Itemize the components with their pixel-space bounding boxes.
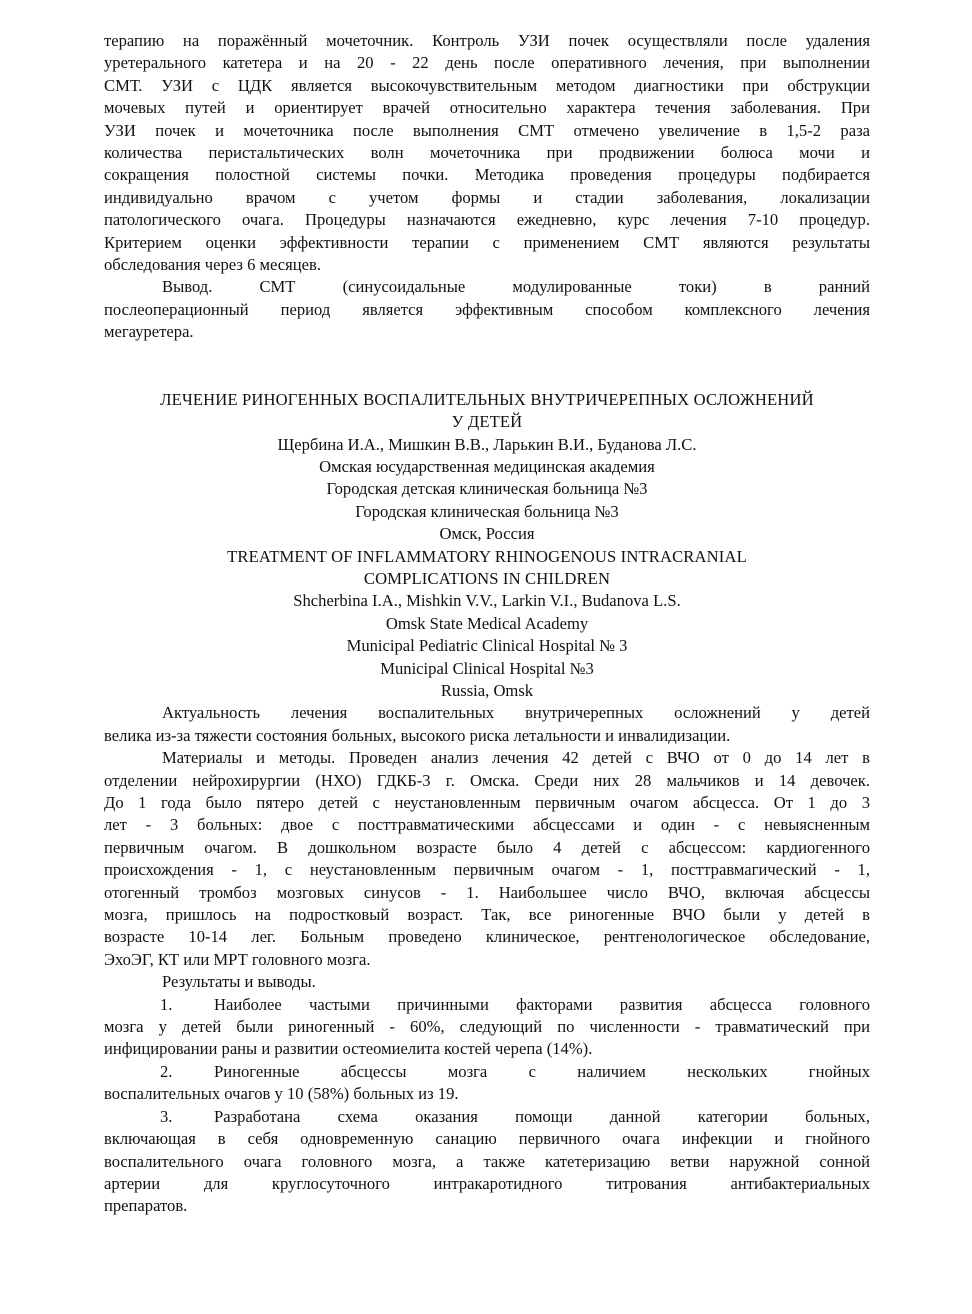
text-line: мозга, пришлось на подростковый возраст. Так, все риногенные ВЧО были у детей в bbox=[104, 905, 870, 925]
text-line: количества перистальтических волн мочеточника при продвижении болюса мочи и bbox=[104, 143, 870, 163]
text-line: Материалы и методы. Проведен анализ лечения 42 детей с ВЧО от 0 до 14 лет в bbox=[162, 748, 870, 768]
text-line: артерии для круглосуточного интракаротидного титрования антибактериальных bbox=[104, 1173, 870, 1193]
item-text: Наиболее частыми причинными факторами развития абсцесса головного bbox=[214, 994, 870, 1014]
text-line: индивидуально врачом с учетом формы и стадии заболевания, локализации bbox=[104, 187, 870, 207]
text-line: УЗИ почек и мочеточника после выполнения СМТ отмечено увеличение в 1,5-2 раза bbox=[104, 120, 870, 140]
text-line: ЭхоЭГ, КТ или МРТ головного мозга. bbox=[104, 949, 371, 969]
item-text: Риногенные абсцессы мозга с наличием нескольких гнойных bbox=[214, 1061, 870, 1081]
text-line: СМТ. УЗИ с ЦДК является высокочувствительным методом диагностики при обструкции bbox=[104, 75, 870, 95]
affiliation-en: Omsk State Medical Academy bbox=[385, 613, 589, 633]
text-line bbox=[104, 1106, 870, 1128]
article-title-en-cont: COMPLICATIONS IN CHILDREN bbox=[363, 568, 611, 588]
text-line: До 1 года было пятеро детей с неустановленным первичным очагом абсцесса. От 1 до 3 bbox=[104, 793, 870, 812]
text-line: послеоперационный период является эффективным способом комплексного лечения bbox=[104, 299, 870, 319]
text-line: Вывод. СМТ (синусоидальные модулированные токи) в ранний bbox=[162, 277, 870, 297]
results-list bbox=[104, 994, 870, 1218]
text-line: велика из-за тяжести состояния больных, высокого риска летальности и инвалидизации. bbox=[104, 725, 731, 745]
text-line: первичным очагом. В дошкольном возрасте было 4 детей с абсцессом: кардиогенного bbox=[104, 837, 870, 857]
text-line: препаратов. bbox=[104, 1196, 188, 1216]
list-item bbox=[104, 1106, 870, 1218]
text-line: терапию на поражённый мочеточник. Контроль УЗИ почек осуществляли после удаления bbox=[104, 31, 870, 50]
text-line: сокращения полостной системы почки. Методика проведения процедуры подбирается bbox=[104, 165, 870, 185]
list-item bbox=[104, 994, 870, 1061]
text-line: возрасте 10-14 лег. Больным проведено клиническое, рентгенологическое обследование, bbox=[104, 927, 870, 947]
text-line: патологического очага. Процедуры назначаются ежедневно, курс лечения 7-10 процедур. bbox=[104, 210, 870, 230]
text-line: воспалительных очагов у 10 (58%) больных из 19. bbox=[104, 1084, 459, 1104]
text-line: инфицировании раны и развитии остеомиелита костей черепа (14%). bbox=[104, 1039, 593, 1059]
text-line: лет - 3 больных: двое с посттравматическими абсцессами и один - с невыясненным bbox=[104, 815, 870, 835]
text-line: мочевых путей и ориентирует врачей относительно характера течения заболевания. При bbox=[104, 98, 870, 118]
text-line: воспалительного очага головного мозга, а также катетеризацию ветви наружной сонной bbox=[104, 1151, 870, 1171]
text-line: происхождения - 1, с неустановленным первичным очагом - 1, посттравмагический - 1, bbox=[104, 860, 870, 880]
text-line bbox=[104, 1061, 870, 1083]
item-number: 1. bbox=[160, 994, 173, 1014]
article-title-ru-cont: У ДЕТЕЙ bbox=[451, 412, 523, 432]
section-gap bbox=[104, 344, 870, 389]
conclusion-paragraph bbox=[104, 276, 870, 343]
item-number: 2. bbox=[160, 1061, 173, 1081]
affiliation-en: Municipal Pediatric Clinical Hospital № 3 bbox=[346, 636, 628, 656]
article-title-en: TREATMENT OF INFLAMMATORY RHINOGENOUS INTRACRANIAL bbox=[227, 546, 747, 566]
text-line: мозга у детей были риногенный - 60%, следующий по численности - травматический при bbox=[104, 1017, 870, 1037]
methods-paragraph bbox=[104, 747, 870, 971]
text-line: включающая в себя одновременную санацию первичного очага инфекции и гнойного bbox=[104, 1129, 870, 1149]
location-ru: Омск, Россия bbox=[439, 524, 535, 544]
text-line: отделении нейрохирургии (НХО) ГДКБ-3 г. Омска. Среди них 28 мальчиков и 14 девочек. bbox=[104, 770, 870, 790]
intro-paragraph bbox=[104, 30, 870, 276]
authors-ru: Щербина И.А., Мишкин В.В., Ларькин В.И., Буданова Л.С. bbox=[277, 434, 697, 454]
text-line: обследования через 6 месяцев. bbox=[104, 255, 322, 275]
relevance-paragraph bbox=[104, 702, 870, 747]
authors-en: Shcherbina I.A., Mishkin V.V., Larkin V.I., Budanova L.S. bbox=[293, 591, 681, 611]
text-line: отогенный тромбоз мозговых синусов - 1. Наибольшее число ВЧО, включая абсцессы bbox=[104, 882, 870, 902]
text-line: Актуальность лечения воспалительных внутричерепных осложнений у детей bbox=[162, 703, 870, 723]
affiliation-en: Municipal Clinical Hospital №3 bbox=[380, 658, 594, 678]
results-heading: Результаты и выводы. bbox=[162, 972, 316, 992]
location-en: Russia, Omsk bbox=[440, 680, 534, 700]
affiliation-ru: Городская клиническая больница №3 bbox=[355, 501, 619, 521]
list-item bbox=[104, 1061, 870, 1106]
article-header-en bbox=[104, 546, 870, 703]
affiliation-ru: Омская юсударственная медицинская академия bbox=[319, 456, 655, 476]
affiliation-ru: Городская детская клиническая больница №3 bbox=[326, 479, 648, 499]
item-number: 3. bbox=[160, 1106, 173, 1126]
article-header-ru bbox=[104, 389, 870, 546]
text-line: уретерального катетера и на 20 - 22 день после оперативного лечения, при выполнении bbox=[104, 53, 870, 73]
text-line bbox=[104, 994, 870, 1016]
item-text: Разработана схема оказания помощи данной категории больных, bbox=[214, 1106, 870, 1126]
text-line: мегауретера. bbox=[104, 322, 194, 342]
article-title-ru: ЛЕЧЕНИЕ РИНОГЕННЫХ ВОСПАЛИТЕЛЬНЫХ ВНУТРИЧЕРЕПНЫХ ОСЛОЖНЕНИЙ bbox=[160, 389, 814, 409]
text-line: Критерием оценки эффективности терапии с применением СМТ являются результаты bbox=[104, 232, 870, 252]
